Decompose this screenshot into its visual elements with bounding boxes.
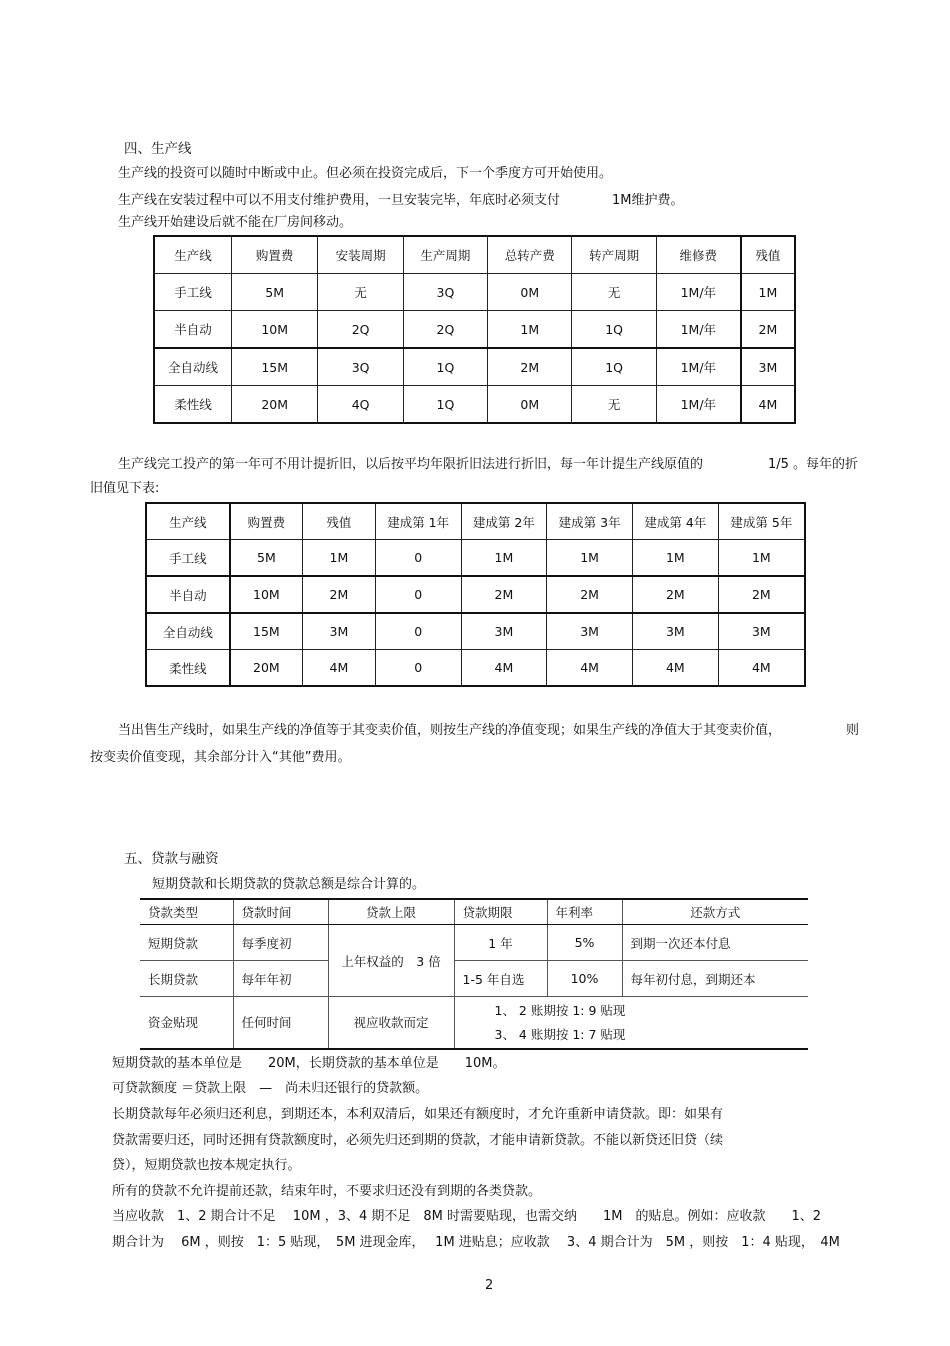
paragraph: 生产线开始建设后就不能在厂房间移动。 bbox=[118, 215, 353, 230]
header-cell: 生产线 bbox=[146, 503, 230, 540]
paragraph: 所有的贷款不允许提前还款，结束年时，不要求归还没有到期的各类贷款。 bbox=[112, 1184, 542, 1199]
table-row bbox=[140, 997, 808, 1049]
discount-tiers-cell bbox=[454, 997, 808, 1049]
table-cell: 2M bbox=[741, 311, 795, 349]
header-cell: 购置费 bbox=[231, 236, 318, 274]
table-row bbox=[146, 650, 805, 687]
table-cell: 3Q bbox=[318, 348, 403, 386]
header-cell: 购置费 bbox=[230, 503, 303, 540]
table-cell: 3M bbox=[632, 613, 718, 650]
table-cell: 4M bbox=[632, 650, 718, 687]
table-cell: 2M bbox=[303, 576, 376, 613]
header-cell: 生产周期 bbox=[403, 236, 487, 274]
table-cell: 10% bbox=[547, 961, 622, 997]
header-cell: 贷款上限 bbox=[328, 899, 454, 925]
discount-tier: 1、 2 账期按 1: 9 贴现 bbox=[494, 1003, 626, 1019]
table-cell: 1M bbox=[303, 540, 376, 577]
paragraph: 当应收款 1、2 期合计不足 10M ，3、4 期不足 8M 时需要贴现，也需交纳 1M 的贴息。例如：应收款 1、2 bbox=[112, 1209, 822, 1224]
table-cell: 2M bbox=[718, 576, 805, 613]
table-cell: 1Q bbox=[572, 311, 656, 349]
header-cell: 转产周期 bbox=[572, 236, 656, 274]
table-cell: 手工线 bbox=[146, 540, 230, 577]
table-cell: 4M bbox=[303, 650, 376, 687]
table-cell: 4M bbox=[741, 386, 795, 424]
table-cell: 手工线 bbox=[154, 274, 231, 311]
table-cell: 5M bbox=[230, 540, 303, 577]
header-cell: 总转产费 bbox=[488, 236, 572, 274]
header-cell: 年利率 bbox=[547, 899, 622, 925]
table-cell: 4M bbox=[718, 650, 805, 687]
table-row bbox=[154, 348, 795, 386]
table-row bbox=[146, 576, 805, 613]
paragraph-end: 则 bbox=[846, 723, 860, 738]
table-header-row bbox=[140, 899, 808, 925]
table-cell: 5M bbox=[231, 274, 318, 311]
table-cell: 1M/年 bbox=[656, 274, 740, 311]
header-cell: 生产线 bbox=[154, 236, 231, 274]
header-cell: 建成第 3年 bbox=[547, 503, 633, 540]
paragraph: 期合计为 6M ，则按 1：5 贴现， 5M 进现金库， 1M 进贴息；应收款 3、4 期合计为 5M ，则按 1：4 贴现， 4M bbox=[112, 1235, 840, 1250]
discount-tier: 3、 4 账期按 1: 7 贴现 bbox=[494, 1027, 626, 1043]
table-cell: 1Q bbox=[403, 386, 487, 424]
table-cell: 1 年 bbox=[454, 925, 547, 961]
table-cell: 半自动 bbox=[146, 576, 230, 613]
table-cell: 4Q bbox=[318, 386, 403, 424]
table-cell: 15M bbox=[231, 348, 318, 386]
table-cell: 3M bbox=[461, 613, 547, 650]
table-header-row bbox=[154, 236, 795, 274]
table-cell: 3M bbox=[718, 613, 805, 650]
section-title-loans: 五、贷款与融资 bbox=[124, 851, 219, 867]
header-cell: 残值 bbox=[741, 236, 795, 274]
paragraph: 贷款需要归还，同时还拥有贷款额度时，必须先归还到期的贷款，才能申请新贷款。不能以新贷还旧贷（续 bbox=[112, 1133, 724, 1148]
header-cell: 还款方式 bbox=[622, 899, 808, 925]
paragraph: 生产线的投资可以随时中断或中止。但必须在投资完成后，下一个季度方可开始使用。 bbox=[118, 166, 613, 181]
header-cell: 安装周期 bbox=[318, 236, 403, 274]
header-cell: 贷款期限 bbox=[454, 899, 547, 925]
table-cell: 15M bbox=[230, 613, 303, 650]
paragraph: 短期贷款和长期贷款的贷款总额是综合计算的。 bbox=[152, 877, 426, 892]
table-cell: 1M bbox=[461, 540, 547, 577]
table-cell: 资金贴现 bbox=[140, 997, 233, 1049]
header-cell: 建成第 1年 bbox=[375, 503, 461, 540]
table-cell: 3M bbox=[303, 613, 376, 650]
header-cell: 维修费 bbox=[656, 236, 740, 274]
table-cell: 1M bbox=[718, 540, 805, 577]
table-cell: 1M bbox=[741, 274, 795, 311]
table-header-row bbox=[146, 503, 805, 540]
paragraph: 按变卖价值变现，其余部分计入“其他”费用。 bbox=[90, 750, 351, 765]
table-cell: 柔性线 bbox=[154, 386, 231, 424]
table-cell: 1Q bbox=[403, 348, 487, 386]
table-cell: 到期一次还本付息 bbox=[622, 925, 808, 961]
table-cell: 3Q bbox=[403, 274, 487, 311]
table-cell: 1M bbox=[488, 311, 572, 349]
table-cell: 10M bbox=[230, 576, 303, 613]
table-row bbox=[154, 386, 795, 424]
table-cell: 0M bbox=[488, 274, 572, 311]
table-cell: 每年年初 bbox=[233, 961, 328, 997]
paragraph: 长期贷款每年必须归还利息，到期还本，本利双清后，如果还有额度时，才允许重新申请贷款。即：如果有 bbox=[112, 1107, 724, 1122]
table-cell: 1M/年 bbox=[656, 348, 740, 386]
header-cell: 建成第 2年 bbox=[461, 503, 547, 540]
paragraph: 生产线在安装过程中可以不用支付维护费用，一旦安装完毕，年底时必须支付 1M维护费。 bbox=[118, 193, 684, 208]
table-cell: 全自动线 bbox=[154, 348, 231, 386]
loan-table bbox=[140, 898, 808, 1050]
table-cell: 10M bbox=[231, 311, 318, 349]
table-cell: 2M bbox=[488, 348, 572, 386]
table-row bbox=[140, 925, 808, 961]
page-number: 2 bbox=[485, 1278, 494, 1293]
table-cell: 长期贷款 bbox=[140, 961, 233, 997]
section-title-production-line: 四、生产线 bbox=[124, 141, 192, 157]
table-cell: 5% bbox=[547, 925, 622, 961]
paragraph: 当出售生产线时，如果生产线的净值等于其变卖价值，则按生产线的净值变现；如果生产线的净值大于其变卖价值， bbox=[118, 723, 782, 738]
table-cell: 20M bbox=[231, 386, 318, 424]
table-cell: 无 bbox=[318, 274, 403, 311]
table-cell: 0 bbox=[375, 650, 461, 687]
paragraph: 短期贷款的基本单位是 20M，长期贷款的基本单位是 10M。 bbox=[112, 1056, 506, 1071]
header-cell: 贷款类型 bbox=[140, 899, 233, 925]
table-row bbox=[154, 274, 795, 311]
table-row bbox=[146, 613, 805, 650]
table-cell: 20M bbox=[230, 650, 303, 687]
table-cell: 1M/年 bbox=[656, 386, 740, 424]
table-row bbox=[154, 311, 795, 349]
table-cell: 2M bbox=[461, 576, 547, 613]
table-cell: 0 bbox=[375, 613, 461, 650]
table-cell: 3M bbox=[547, 613, 633, 650]
paragraph: 旧值见下表: bbox=[90, 481, 160, 496]
table-cell: 2Q bbox=[318, 311, 403, 349]
table-cell: 1M/年 bbox=[656, 311, 740, 349]
table-cell: 无 bbox=[572, 274, 656, 311]
header-cell: 建成第 5年 bbox=[718, 503, 805, 540]
table-cell: 任何时间 bbox=[233, 997, 328, 1049]
table-row bbox=[146, 540, 805, 577]
table-cell: 每年初付息，到期还本 bbox=[622, 961, 808, 997]
table-cell: 2Q bbox=[403, 311, 487, 349]
table-cell: 2M bbox=[632, 576, 718, 613]
table-cell: 0 bbox=[375, 540, 461, 577]
table-cell: 短期贷款 bbox=[140, 925, 233, 961]
table-cell: 2M bbox=[547, 576, 633, 613]
header-cell: 残值 bbox=[303, 503, 376, 540]
loan-limit-cell: 上年权益的 3 倍 bbox=[328, 925, 454, 997]
table-cell: 半自动 bbox=[154, 311, 231, 349]
table-cell: 0 bbox=[375, 576, 461, 613]
table-cell: 3M bbox=[741, 348, 795, 386]
table-cell: 无 bbox=[572, 386, 656, 424]
table-cell: 视应收款而定 bbox=[328, 997, 454, 1049]
table-cell: 全自动线 bbox=[146, 613, 230, 650]
table-cell: 柔性线 bbox=[146, 650, 230, 687]
table-cell: 4M bbox=[461, 650, 547, 687]
table-cell: 1-5 年自选 bbox=[454, 961, 547, 997]
production-line-table bbox=[153, 235, 796, 424]
header-cell: 贷款时间 bbox=[233, 899, 328, 925]
paragraph: 生产线完工投产的第一年可不用计提折旧，以后按平均年限折旧法进行折旧，每一年计提生产线原值的 1/5 。每年的折 bbox=[118, 457, 859, 472]
table-row bbox=[140, 961, 808, 997]
paragraph: 贷），短期贷款也按本规定执行。 bbox=[112, 1158, 301, 1173]
table-cell: 1M bbox=[547, 540, 633, 577]
table-cell: 0M bbox=[488, 386, 572, 424]
depreciation-table bbox=[145, 502, 806, 687]
table-cell: 1Q bbox=[572, 348, 656, 386]
table-cell: 1M bbox=[632, 540, 718, 577]
table-cell: 4M bbox=[547, 650, 633, 687]
header-cell: 建成第 4年 bbox=[632, 503, 718, 540]
paragraph: 可贷款额度 ＝贷款上限 — 尚未归还银行的贷款额。 bbox=[112, 1081, 429, 1096]
table-cell: 每季度初 bbox=[233, 925, 328, 961]
